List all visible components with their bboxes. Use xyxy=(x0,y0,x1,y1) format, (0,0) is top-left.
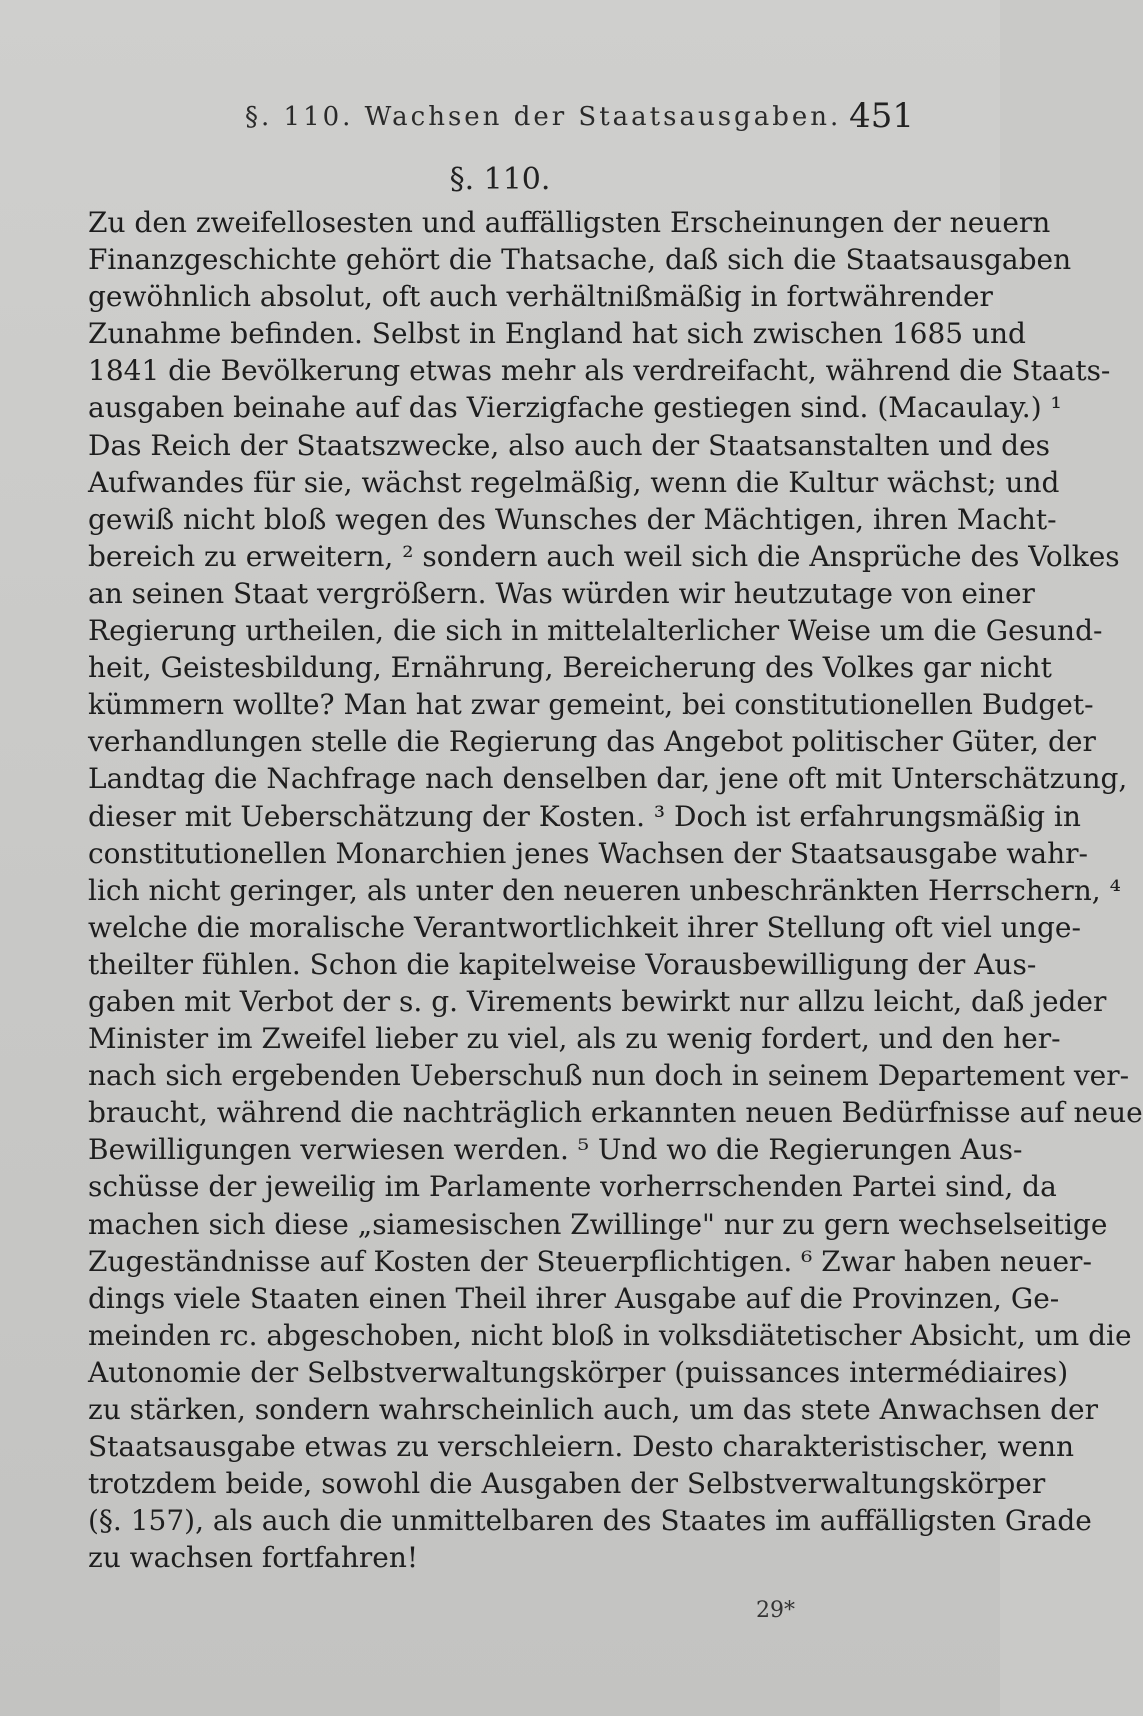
section-heading: §. 110. xyxy=(449,162,551,197)
text-line: Das Reich der Staatszwecke, also auch der Staatsanstalten und des xyxy=(88,428,1051,462)
text-line: nach sich ergebenden Ueberschuß nun doch in seinem Departement ver- xyxy=(88,1059,1130,1093)
text-line: gewöhnlich absolut, oft auch verhältnißmäßig in fortwährender xyxy=(88,280,993,314)
text-line: Bewilligungen verwiesen werden. ⁵ Und wo die Regierungen Aus- xyxy=(88,1133,1023,1167)
running-header xyxy=(0,96,1000,136)
text-line: kümmern wollte? Man hat zwar gemeint, bei constitutionellen Budget- xyxy=(88,688,1094,722)
text-line: Regierung urtheilen, die sich in mittelalterlicher Weise um die Gesund- xyxy=(88,614,1103,648)
text-line: ausgaben beinahe auf das Vierzigfache gestiegen sind. (Macaulay.) ¹ xyxy=(88,391,1062,425)
running-title: §. 110. Wachsen der Staatsausgaben. xyxy=(245,102,842,132)
text-line: heit, Geistesbildung, Ernährung, Bereicherung des Volkes gar nicht xyxy=(88,651,1052,685)
text-line: dings viele Staaten einen Theil ihrer Ausgabe auf die Provinzen, Ge- xyxy=(88,1281,1060,1315)
text-line: Landtag die Nachfrage nach denselben dar, jene oft mit Unterschätzung, xyxy=(88,762,1128,796)
text-line: Zu den zweifellosesten und auffälligsten Erscheinungen der neuern xyxy=(88,206,1051,239)
text-line: meinden rc. abgeschoben, nicht bloß in volksdiätetischer Absicht, um die xyxy=(88,1318,1132,1352)
text-line: (§. 157), als auch die unmittelbaren des Staates im auffälligsten Grade xyxy=(88,1504,1092,1538)
signature-mark: 29* xyxy=(756,1598,795,1623)
text-line-last: zu wachsen fortfahren! xyxy=(88,1541,419,1575)
text-line: gewiß nicht bloß wegen des Wunsches der Mächtigen, ihren Macht- xyxy=(88,502,1057,536)
text-line: Autonomie der Selbstverwaltungskörper (puissances intermédiaires) xyxy=(88,1355,1069,1389)
text-line: Minister im Zweifel lieber zu viel, als zu wenig fordert, und den her- xyxy=(88,1022,1061,1056)
text-line: dieser mit Ueberschätzung der Kosten. ³ Doch ist erfahrungsmäßig in xyxy=(88,799,1081,833)
text-line: machen sich diese „siamesischen Zwillinge" nur zu gern wechselseitige xyxy=(88,1207,1108,1241)
text-line: Aufwandes für sie, wächst regelmäßig, wenn die Kultur wächst; und xyxy=(88,465,1060,499)
text-line: bereich zu erweitern, ² sondern auch weil sich die Ansprüche des Volkes xyxy=(88,539,1120,573)
page-number: 451 xyxy=(849,96,914,136)
text-line: braucht, während die nachträglich erkannten neuen Bedürfnisse auf neue xyxy=(88,1096,1143,1130)
text-line: welche die moralische Verantwortlichkeit ihrer Stellung oft viel unge- xyxy=(88,910,1081,944)
text-line: Zugeständnisse auf Kosten der Steuerpflichtigen. ⁶ Zwar haben neuer- xyxy=(88,1244,1092,1278)
text-line: trotzdem beide, sowohl die Ausgaben der Selbstverwaltungskörper xyxy=(88,1467,1046,1501)
text-line: constitutionellen Monarchien jenes Wachsen der Staatsausgabe wahr- xyxy=(88,836,1088,870)
text-line: schüsse der jeweilig im Parlamente vorherrschenden Partei sind, da xyxy=(88,1170,1057,1204)
text-line: gaben mit Verbot der s. g. Virements bewirkt nur allzu leicht, daß jeder xyxy=(88,984,1107,1018)
text-line: an seinen Staat vergrößern. Was würden wir heutzutage von einer xyxy=(88,576,1035,610)
text-line: Zunahme befinden. Selbst in England hat sich zwischen 1685 und xyxy=(88,317,1026,351)
text-line: theilter fühlen. Schon die kapitelweise Vorausbewilligung der Aus- xyxy=(88,947,1037,981)
text-line: lich nicht geringer, als unter den neueren unbeschränkten Herrschern, ⁴ xyxy=(88,873,1121,907)
text-line: Finanzgeschichte gehört die Thatsache, daß sich die Staatsausgaben xyxy=(88,243,1072,277)
text-line: verhandlungen stelle die Regierung das Angebot politischer Güter, der xyxy=(88,725,1096,759)
text-line: zu stärken, sondern wahrscheinlich auch, um das stete Anwachsen der xyxy=(88,1393,1098,1426)
text-line: 1841 die Bevölkerung etwas mehr als verdreifacht, während die Staats- xyxy=(88,354,1111,388)
body-paragraph xyxy=(88,204,1143,1576)
text-line: Staatsausgabe etwas zu verschleiern. Desto charakteristischer, wenn xyxy=(88,1430,1075,1464)
